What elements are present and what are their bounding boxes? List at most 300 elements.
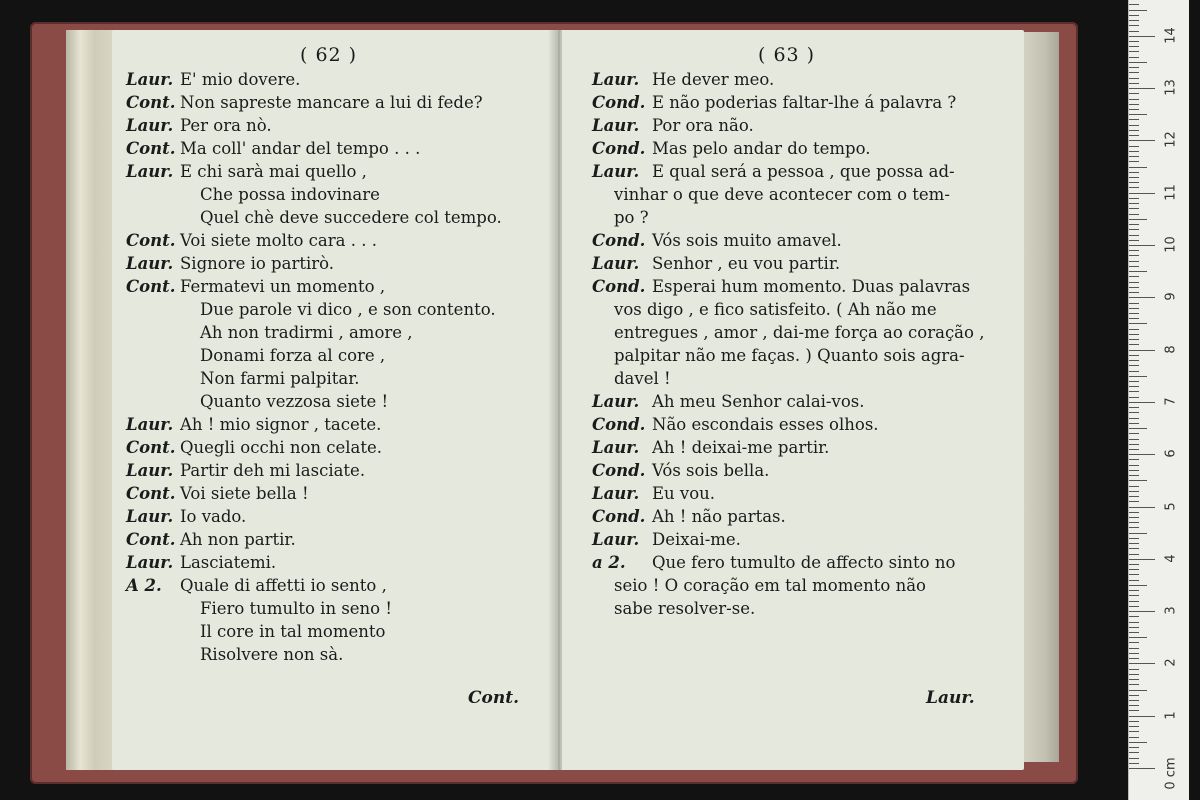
speaker-label: A 2. — [126, 576, 162, 595]
ruler-tick — [1129, 768, 1155, 769]
dialogue-line — [562, 390, 1024, 413]
ruler-tick — [1129, 574, 1139, 575]
ruler-tick — [1129, 381, 1139, 382]
ruler-tick — [1129, 245, 1155, 246]
ruler-tick — [1129, 339, 1139, 340]
ruler-tick — [1129, 601, 1139, 602]
dialogue-line — [562, 252, 1024, 275]
line-text: He dever meo. — [652, 70, 775, 89]
dialogue-line — [112, 183, 556, 206]
ruler-tick — [1129, 51, 1139, 52]
dialogue-line — [562, 298, 1024, 321]
page-number: ( 63 ) — [758, 44, 816, 66]
dialogue-line — [112, 321, 556, 344]
line-text: Signore io partirò. — [180, 254, 335, 273]
ruler-tick — [1129, 365, 1139, 366]
speaker-label: Laur. — [126, 507, 174, 526]
ruler-label: 0 cm — [1163, 757, 1179, 790]
dialogue-line — [562, 574, 1024, 597]
line-text: Vós sois muito amavel. — [652, 231, 842, 250]
ruler-tick — [1129, 391, 1139, 392]
ruler-tick — [1129, 41, 1139, 42]
ruler-tick — [1129, 193, 1155, 194]
line-text: Quel chè deve succedere col tempo. — [200, 208, 502, 227]
speaker-label: Laur. — [126, 553, 174, 572]
ruler-label: 14 — [1163, 27, 1179, 44]
dialogue-line — [562, 551, 1024, 574]
ruler-tick — [1129, 72, 1139, 73]
ruler-tick — [1129, 151, 1139, 152]
ruler-tick — [1129, 663, 1155, 664]
ruler-tick — [1129, 486, 1139, 487]
ruler-tick — [1129, 255, 1139, 256]
ruler-tick — [1129, 125, 1139, 126]
ruler-label: 11 — [1163, 183, 1179, 201]
line-text: Ah ! deixai-me partir. — [652, 438, 830, 457]
ruler-tick — [1129, 323, 1147, 324]
ruler-label: 2 — [1163, 658, 1179, 668]
ruler-tick — [1129, 637, 1147, 638]
dialogue-line — [562, 367, 1024, 390]
ruler-tick — [1129, 292, 1139, 293]
ruler-tick — [1129, 684, 1139, 685]
ruler-tick — [1129, 308, 1139, 309]
ruler-label: 13 — [1163, 79, 1179, 96]
ruler-tick — [1129, 4, 1139, 5]
speaker-label: Cond. — [592, 139, 646, 158]
line-text: Fiero tumulto in seno ! — [200, 599, 392, 618]
line-text: Não escondais esses olhos. — [652, 415, 879, 434]
line-text: Ah ! não partas. — [652, 507, 786, 526]
ruler-tick — [1129, 36, 1155, 37]
ruler-tick — [1129, 203, 1139, 204]
dialogue-line — [562, 137, 1024, 160]
line-text: Il core in tal momento — [200, 622, 386, 641]
ruler-tick — [1129, 496, 1139, 497]
dialogue-line — [562, 321, 1024, 344]
ruler-tick — [1129, 418, 1139, 419]
dialogue-line — [112, 574, 556, 597]
dialogue-line — [112, 551, 556, 574]
ruler-tick — [1129, 470, 1139, 471]
line-text: Ah non tradirmi , amore , — [200, 323, 413, 342]
ruler-tick — [1129, 229, 1139, 230]
ruler-tick — [1129, 533, 1147, 534]
speaker-label: Laur. — [592, 530, 640, 549]
ruler-tick — [1129, 355, 1139, 356]
ruler-tick — [1129, 397, 1139, 398]
ruler-label: 4 — [1163, 554, 1179, 563]
ruler-tick — [1129, 99, 1139, 100]
line-text: Quanto vezzosa siete ! — [200, 392, 389, 411]
ruler-tick — [1129, 679, 1139, 680]
ruler-tick — [1129, 653, 1139, 654]
ruler-tick — [1129, 282, 1139, 283]
ruler-tick — [1129, 360, 1139, 361]
ruler-tick — [1129, 747, 1139, 748]
ruler-tick — [1129, 648, 1139, 649]
ruler-tick — [1129, 585, 1147, 586]
dialogue-line — [562, 160, 1024, 183]
dialogue-line — [562, 459, 1024, 482]
ruler-label: 3 — [1163, 606, 1179, 615]
speaker-label: Laur. — [126, 162, 174, 181]
line-text: Non farmi palpitar. — [200, 369, 360, 388]
ruler-tick — [1129, 439, 1139, 440]
ruler-tick — [1129, 491, 1139, 492]
line-text: Por ora não. — [652, 116, 754, 135]
ruler-tick — [1129, 119, 1139, 120]
ruler-tick — [1129, 240, 1139, 241]
ruler-tick — [1129, 642, 1139, 643]
speaker-label: Cont. — [126, 93, 176, 112]
ruler-tick — [1129, 763, 1139, 764]
ruler-tick — [1129, 15, 1139, 16]
ruler-tick — [1129, 109, 1139, 110]
dialogue-line — [112, 482, 556, 505]
line-text: Ma coll' andar del tempo . . . — [180, 139, 421, 158]
page-edges-left — [66, 30, 115, 770]
speaker-label: Laur. — [592, 162, 640, 181]
ruler-tick — [1129, 214, 1139, 215]
dialogue-line — [562, 344, 1024, 367]
dialogue-line — [112, 643, 556, 666]
line-text: Ah non partir. — [180, 530, 296, 549]
ruler-tick — [1129, 402, 1155, 403]
ruler-tick — [1129, 428, 1147, 429]
dialogue-line — [112, 436, 556, 459]
ruler-tick — [1129, 632, 1139, 633]
dialogue-line — [562, 206, 1024, 229]
ruler-tick — [1129, 276, 1139, 277]
line-text: E' mio dovere. — [180, 70, 301, 89]
dialogue-line — [112, 206, 556, 229]
line-text: E chi sarà mai quello , — [180, 162, 367, 181]
dialogue-line — [562, 275, 1024, 298]
dialogue-line — [112, 229, 556, 252]
line-text: Non sapreste mancare a lui di fede? — [180, 93, 483, 112]
ruler-tick — [1129, 559, 1155, 560]
ruler-tick — [1129, 350, 1155, 351]
speaker-label: Cond. — [592, 461, 646, 480]
ruler-tick — [1129, 627, 1139, 628]
ruler-tick — [1129, 376, 1147, 377]
speaker-label: Cont. — [126, 484, 176, 503]
line-text: Che possa indovinare — [200, 185, 380, 204]
dialogue-line — [112, 160, 556, 183]
line-text: Io vado. — [180, 507, 247, 526]
ruler-tick — [1129, 104, 1139, 105]
line-text: Senhor , eu vou partir. — [652, 254, 841, 273]
dialogue-line — [112, 459, 556, 482]
ruler-label: 9 — [1163, 292, 1179, 301]
ruler-tick — [1129, 93, 1139, 94]
dialogue-line — [112, 390, 556, 413]
ruler-tick — [1129, 266, 1139, 267]
dialogue-line — [562, 183, 1024, 206]
ruler-tick — [1129, 261, 1139, 262]
dialogue-line — [112, 597, 556, 620]
line-text: entregues , amor , dai-me força ao coração , — [614, 323, 985, 342]
ruler-tick — [1129, 46, 1139, 47]
dialogue-line — [112, 114, 556, 137]
ruler-tick — [1129, 758, 1139, 759]
speaker-label: Laur. — [126, 70, 174, 89]
dialogue-line — [562, 482, 1024, 505]
ruler-tick — [1129, 433, 1139, 434]
ruler-tick — [1129, 480, 1147, 481]
line-text: davel ! — [614, 369, 671, 388]
ruler-tick — [1129, 716, 1155, 717]
ruler-tick — [1129, 78, 1139, 79]
line-text: Risolvere non sà. — [200, 645, 344, 664]
line-text: vos digo , e fico satisfeito. ( Ah não me — [614, 300, 937, 319]
speaker-label: Cont. — [126, 277, 176, 296]
line-text: Voi siete molto cara . . . — [180, 231, 377, 250]
ruler-tick — [1129, 548, 1139, 549]
ruler-tick — [1129, 156, 1139, 157]
ruler-tick — [1129, 507, 1155, 508]
speaker-label: Laur. — [126, 254, 174, 273]
ruler-tick — [1129, 569, 1139, 570]
line-text: palpitar não me façаs. ) Quanto sois agra- — [614, 346, 965, 365]
ruler-label: 7 — [1163, 397, 1179, 406]
ruler-tick — [1129, 690, 1147, 691]
ruler-tick — [1129, 172, 1139, 173]
ruler-tick — [1129, 501, 1139, 502]
dialogue-line — [562, 68, 1024, 91]
page-number: ( 62 ) — [300, 44, 358, 66]
speaker-label: Cont. — [126, 438, 176, 457]
ruler-tick — [1129, 527, 1139, 528]
dialogue-line — [112, 252, 556, 275]
ruler-label: 5 — [1163, 501, 1179, 511]
ruler-tick — [1129, 459, 1139, 460]
dialogue-line — [112, 344, 556, 367]
line-text: Ah meu Senhor calai-vos. — [652, 392, 865, 411]
ruler-tick — [1129, 140, 1155, 141]
dialogue-line — [112, 620, 556, 643]
speaker-label: a 2. — [592, 553, 626, 572]
catchword: Cont. — [468, 688, 519, 708]
ruler-tick — [1129, 580, 1139, 581]
ruler-tick — [1129, 538, 1139, 539]
ruler-tick — [1129, 313, 1139, 314]
ruler-tick — [1129, 465, 1139, 466]
ruler-label: 10 — [1163, 236, 1179, 253]
speaker-label: Laur. — [592, 484, 640, 503]
line-text: Voi siete bella ! — [180, 484, 309, 503]
line-text: E não poderias faltar-lhe á palavra ? — [652, 93, 957, 112]
speaker-label: Cond. — [592, 507, 646, 526]
line-text: Ah ! mio signor , tacete. — [180, 415, 382, 434]
dialogue-line — [112, 68, 556, 91]
line-text: Per ora nò. — [180, 116, 272, 135]
ruler-tick — [1129, 88, 1155, 89]
ruler-tick — [1129, 512, 1139, 513]
dialogue-line — [562, 597, 1024, 620]
ruler-tick — [1129, 475, 1139, 476]
line-text: Mas pelo andar do tempo. — [652, 139, 871, 158]
ruler-tick — [1129, 297, 1155, 298]
line-text: Que fero tumulto de affecto sinto no — [652, 553, 956, 572]
ruler-tick — [1129, 752, 1139, 753]
dialogue-line — [112, 275, 556, 298]
ruler-tick — [1129, 25, 1139, 26]
dialogue-line — [112, 413, 556, 436]
speaker-label: Laur. — [126, 116, 174, 135]
ruler-tick — [1129, 742, 1147, 743]
line-text: Lasciatemi. — [180, 553, 277, 572]
dialogue-line — [112, 505, 556, 528]
ruler-tick — [1129, 318, 1139, 319]
ruler-tick — [1129, 611, 1155, 612]
dialogue-line — [112, 91, 556, 114]
ruler-tick — [1129, 62, 1147, 63]
speaker-label: Laur. — [592, 438, 640, 457]
speaker-label: Cond. — [592, 231, 646, 250]
page-edges-right — [1022, 32, 1059, 762]
ruler-tick — [1129, 303, 1139, 304]
ruler-tick — [1129, 146, 1139, 147]
ruler-label: 8 — [1163, 344, 1179, 354]
ruler-tick — [1129, 454, 1155, 455]
ruler-tick — [1129, 10, 1147, 11]
dialogue-line — [112, 528, 556, 551]
ruler-tick — [1129, 595, 1139, 596]
ruler-tick — [1129, 20, 1139, 21]
speaker-label: Laur. — [126, 461, 174, 480]
dialogue-line — [562, 91, 1024, 114]
speaker-label: Cont. — [126, 530, 176, 549]
ruler-tick — [1129, 543, 1139, 544]
line-text: seio ! O coração em tal momento não — [614, 576, 926, 595]
ruler-tick — [1129, 407, 1139, 408]
ruler-tick — [1129, 161, 1139, 162]
ruler-tick — [1129, 83, 1139, 84]
ruler-tick — [1129, 386, 1139, 387]
dialogue-line — [112, 137, 556, 160]
ruler-tick — [1129, 208, 1139, 209]
ruler-tick — [1129, 616, 1139, 617]
ruler-tick — [1129, 271, 1147, 272]
ruler-tick — [1129, 606, 1139, 607]
ruler-tick — [1129, 182, 1139, 183]
line-text: Esperai hum momento. Duas palavras — [652, 277, 971, 296]
line-text: Fermatevi un momento , — [180, 277, 386, 296]
ruler-tick — [1129, 705, 1139, 706]
line-text: Quegli occhi non celate. — [180, 438, 383, 457]
ruler-tick — [1129, 590, 1139, 591]
ruler-tick — [1129, 412, 1139, 413]
ruler-tick — [1129, 287, 1139, 288]
ruler-tick — [1129, 334, 1139, 335]
ruler-tick — [1129, 344, 1139, 345]
dialogue-line — [562, 505, 1024, 528]
ruler-tick — [1129, 444, 1139, 445]
dialogue-line — [562, 229, 1024, 252]
ruler-tick — [1129, 700, 1139, 701]
speaker-label: Laur. — [126, 415, 174, 434]
ruler-tick — [1129, 177, 1139, 178]
ruler-tick — [1129, 669, 1139, 670]
ruler-tick — [1129, 517, 1139, 518]
ruler-tick — [1129, 695, 1139, 696]
line-text: Partir deh mi lasciate. — [180, 461, 366, 480]
ruler-tick — [1129, 737, 1139, 738]
speaker-label: Laur. — [592, 254, 640, 273]
line-text: Deixai-me. — [652, 530, 741, 549]
left-page — [112, 30, 556, 770]
ruler-tick — [1129, 114, 1147, 115]
ruler-tick — [1129, 658, 1139, 659]
speaker-label: Laur. — [592, 70, 640, 89]
line-text: Donami forza al core , — [200, 346, 386, 365]
ruler-tick — [1129, 731, 1139, 732]
speaker-label: Cond. — [592, 277, 646, 296]
line-text: po ? — [614, 208, 649, 227]
line-text: vinhar o que deve acontecer com o tem- — [614, 185, 950, 204]
ruler-tick — [1129, 224, 1139, 225]
dialogue-line — [112, 367, 556, 390]
catchword: Laur. — [926, 688, 975, 708]
line-text: Eu vou. — [652, 484, 716, 503]
ruler-tick — [1129, 674, 1139, 675]
measurement-ruler — [1128, 0, 1189, 800]
speaker-label: Laur. — [592, 392, 640, 411]
ruler-label: 6 — [1163, 449, 1179, 458]
ruler-tick — [1129, 449, 1139, 450]
dialogue-line — [562, 436, 1024, 459]
speaker-label: Cond. — [592, 415, 646, 434]
ruler-tick — [1129, 167, 1147, 168]
ruler-tick — [1129, 423, 1139, 424]
speaker-label: Laur. — [592, 116, 640, 135]
ruler-tick — [1129, 130, 1139, 131]
ruler-tick — [1129, 522, 1139, 523]
speaker-label: Cont. — [126, 139, 176, 158]
ruler-tick — [1129, 564, 1139, 565]
text-lines — [112, 68, 556, 666]
dialogue-line — [562, 413, 1024, 436]
line-text: sabe resolver-se. — [614, 599, 756, 618]
dialogue-line — [112, 298, 556, 321]
right-page — [562, 30, 1024, 770]
ruler-tick — [1129, 726, 1139, 727]
ruler-tick — [1129, 721, 1139, 722]
text-lines — [562, 68, 1024, 620]
ruler-label: 12 — [1163, 131, 1179, 149]
ruler-tick — [1129, 250, 1139, 251]
ruler-tick — [1129, 622, 1139, 623]
speaker-label: Cont. — [126, 231, 176, 250]
ruler-tick — [1129, 710, 1139, 711]
ruler-tick — [1129, 67, 1139, 68]
dialogue-line — [562, 114, 1024, 137]
ruler-tick — [1129, 371, 1139, 372]
ruler-tick — [1129, 187, 1139, 188]
line-text: Quale di affetti io sento , — [180, 576, 387, 595]
ruler-tick — [1129, 219, 1147, 220]
ruler-tick — [1129, 198, 1139, 199]
line-text: E qual será a pessoa , que possa ad- — [652, 162, 955, 181]
ruler-tick — [1129, 135, 1139, 136]
ruler-tick — [1129, 329, 1139, 330]
speaker-label: Cond. — [592, 93, 646, 112]
ruler-tick — [1129, 57, 1139, 58]
ruler-tick — [1129, 235, 1139, 236]
ruler-tick — [1129, 554, 1139, 555]
